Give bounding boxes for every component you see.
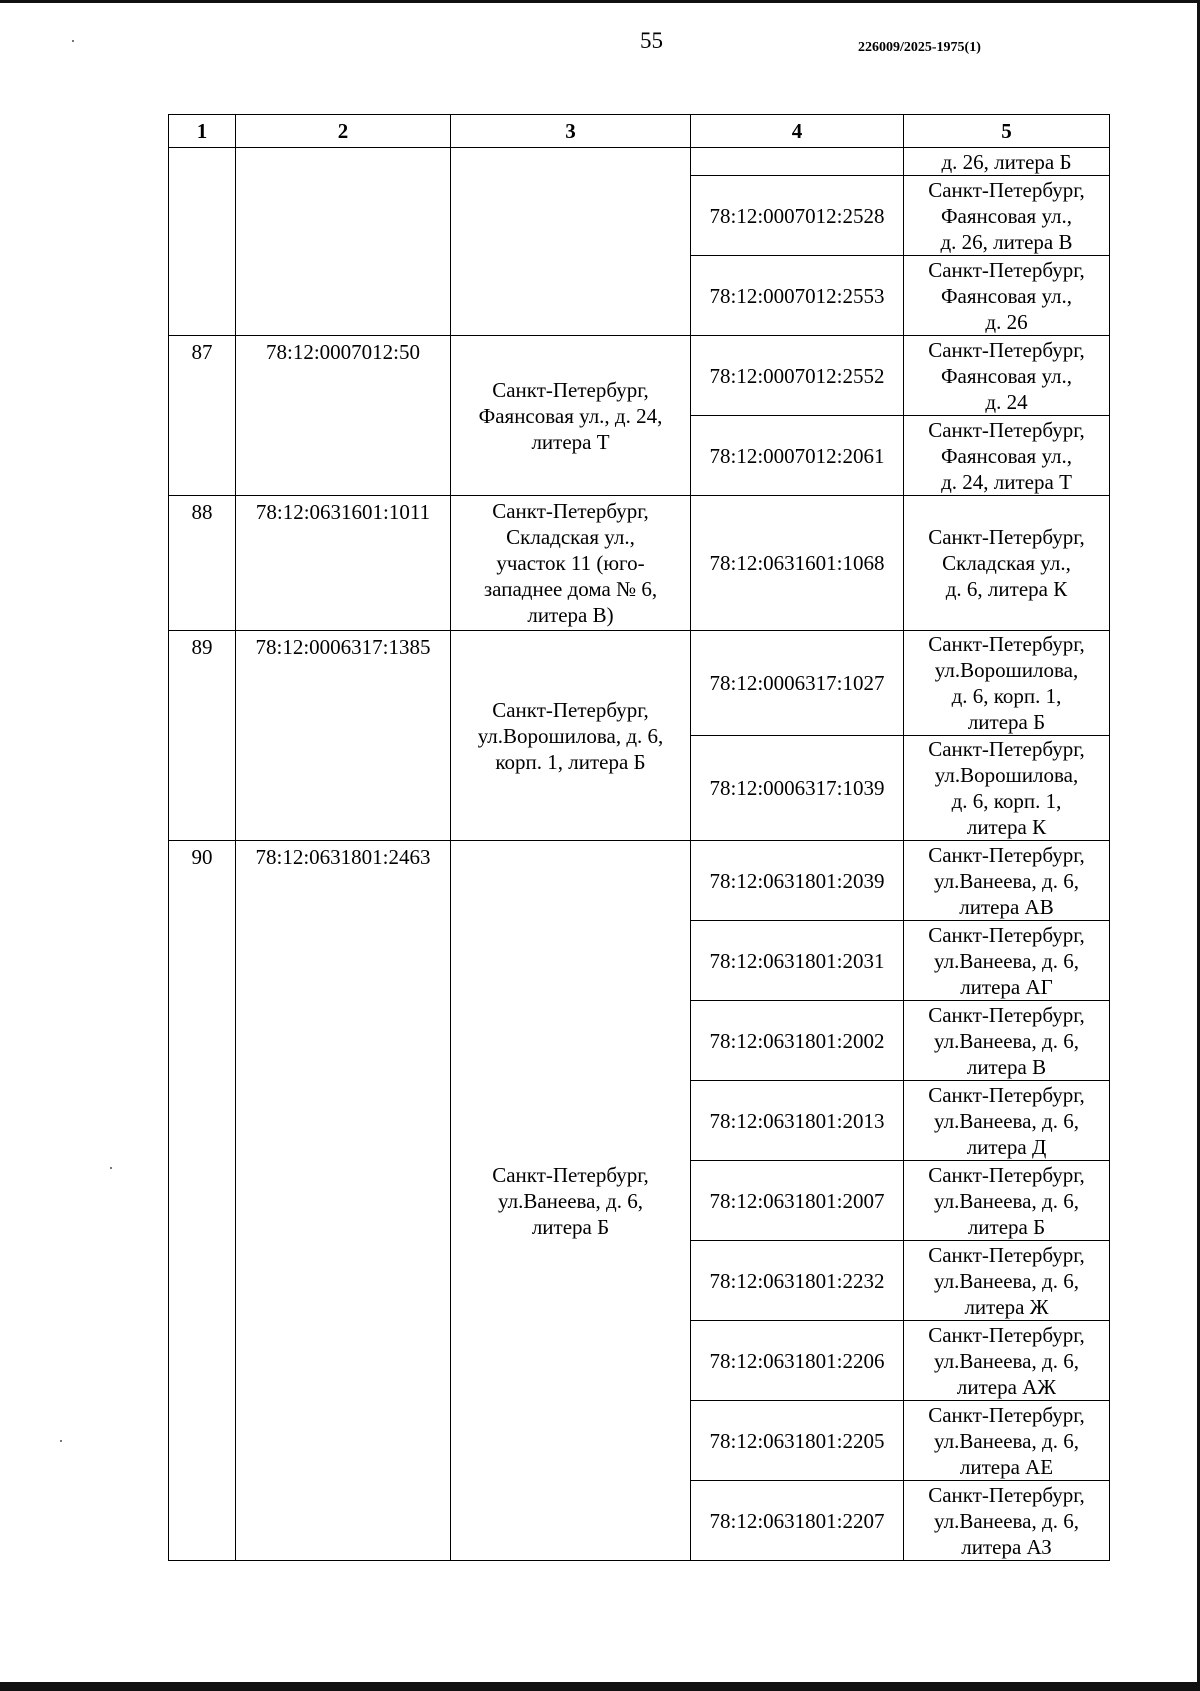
object-address-cell [904,336,1110,416]
parcel-location-cell [451,148,691,336]
address-line: литера В [966,1054,1047,1079]
object-address-cell [904,841,1110,921]
address-line: д. 6, корп. 1, [951,789,1062,813]
column-header: 4 [691,115,904,148]
object-cadastral-cell: 78:12:0006317:1039 [691,736,904,841]
object-address-cell [904,148,1110,176]
object-address-cell [904,921,1110,1001]
address-line: Санкт-Петербург, [928,842,1085,867]
parcel-location-cell [451,841,691,1561]
parcel-location-cell [451,496,691,631]
object-address-cell [904,256,1110,336]
scan-edge-bottom [0,1682,1200,1691]
address-line: Санкт-Петербург, [928,632,1085,656]
address-line: ул.Ванеева, д. 6, [934,1188,1079,1213]
address-line: ул.Ванеева, д. 6, [934,868,1079,893]
address-line: Санкт-Петербург, [492,499,649,523]
address-line: Санкт-Петербург, [928,525,1085,549]
scan-speck [72,40,74,42]
column-header: 5 [904,115,1110,148]
object-cadastral-cell: 78:12:0631801:2007 [691,1161,904,1241]
address-line: ул.Ванеева, д. 6, [934,948,1079,973]
scan-speck [110,1167,112,1169]
address-line: Фаянсовая ул., д. 24, [478,403,663,428]
address-line: литера Д [966,1134,1047,1159]
object-address-cell [904,176,1110,256]
object-address-cell [904,416,1110,496]
address-line: д. 6, литера К [945,577,1068,601]
address-line: участок 11 (юго- [496,551,645,575]
address-line: литера АВ [959,894,1054,919]
address-line: корп. 1, литера Б [495,749,646,774]
address-line: Санкт-Петербург, [492,1162,649,1187]
object-cadastral-cell: 78:12:0006317:1027 [691,631,904,736]
column-header: 2 [236,115,451,148]
address-line: ул.Ванеева, д. 6, [498,1188,643,1213]
address-line: Санкт-Петербург, [928,1002,1085,1027]
address-line: Санкт-Петербург, [928,177,1085,202]
object-address-cell [904,1001,1110,1081]
column-header: 3 [451,115,691,148]
address-line: Санкт-Петербург, [928,922,1085,947]
object-address-cell [904,736,1110,841]
address-line: д. 24, литера Т [941,469,1072,494]
address-line: Санкт-Петербург, [928,257,1085,282]
address-line: ул.Ванеева, д. 6, [934,1108,1079,1133]
object-cadastral-cell: 78:12:0007012:2061 [691,416,904,496]
address-line: Санкт-Петербург, [928,417,1085,442]
object-cadastral-cell: 78:12:0007012:2553 [691,256,904,336]
address-line: Санкт-Петербург, [928,737,1085,761]
row-number-cell: 87 [169,336,236,496]
object-cadastral-cell: 78:12:0631601:1068 [691,496,904,631]
address-line: ул.Ворошилова, [934,763,1079,787]
object-address-cell [904,1401,1110,1481]
object-cadastral-cell: 78:12:0631801:2207 [691,1481,904,1561]
address-line: литера Б [967,710,1046,734]
object-address-cell [904,1481,1110,1561]
address-line: литера Т [531,429,610,454]
address-line: Складская ул., [506,525,635,549]
object-address-cell [904,631,1110,736]
address-line: ул.Ванеева, д. 6, [934,1508,1079,1533]
address-line: ул.Ворошилова, [934,658,1079,682]
address-line: д. 26, литера Б [941,149,1072,174]
parcel-number-cell: 78:12:0631601:1011 [236,496,451,631]
table-row [169,841,1110,921]
address-line: литера К [966,815,1047,839]
address-line: Санкт-Петербург, [928,1162,1085,1187]
table-row [169,148,1110,176]
address-line: ул.Ванеева, д. 6, [934,1348,1079,1373]
parcel-location-cell [451,336,691,496]
parcel-location-cell [451,631,691,841]
row-number-cell: 88 [169,496,236,631]
address-line: Санкт-Петербург, [928,1482,1085,1507]
address-line: Санкт-Петербург, [928,1322,1085,1347]
object-cadastral-cell: 78:12:0631801:2232 [691,1241,904,1321]
table-row [169,496,1110,631]
object-cadastral-cell: 78:12:0007012:2528 [691,176,904,256]
object-address-cell [904,1321,1110,1401]
address-line: Санкт-Петербург, [928,337,1085,362]
address-line: литера В) [527,603,614,627]
scan-edge-top [0,0,1200,3]
address-line: д. 6, корп. 1, [951,684,1062,708]
address-line: литера АЗ [961,1534,1052,1559]
address-line: Фаянсовая ул., [940,283,1073,308]
address-line: д. 26 [985,309,1028,334]
page-number: 55 [640,28,663,53]
address-line: западнее дома № 6, [483,577,658,601]
address-line: Фаянсовая ул., [940,203,1073,228]
address-line: Санкт-Петербург, [492,697,649,722]
register-table [168,114,1110,1561]
address-line: литера Б [967,1214,1046,1239]
address-line: ул.Ванеева, д. 6, [934,1028,1079,1053]
address-line: д. 24 [985,389,1028,414]
header-row [169,115,1110,148]
object-cadastral-cell [691,148,904,176]
row-number-cell: 90 [169,841,236,1561]
table-row [169,631,1110,736]
address-line: ул.Ворошилова, д. 6, [477,723,664,748]
address-line: ул.Ванеева, д. 6, [934,1268,1079,1293]
address-line: литера Ж [964,1294,1049,1319]
object-address-cell [904,496,1110,631]
register-table-body [169,115,1110,1561]
object-cadastral-cell: 78:12:0631801:2205 [691,1401,904,1481]
address-line: Фаянсовая ул., [940,443,1073,468]
parcel-number-cell [236,148,451,336]
object-cadastral-cell: 78:12:0631801:2031 [691,921,904,1001]
object-cadastral-cell: 78:12:0631801:2013 [691,1081,904,1161]
object-address-cell [904,1081,1110,1161]
object-cadastral-cell: 78:12:0007012:2552 [691,336,904,416]
address-line: Складская ул., [942,551,1071,575]
column-header: 1 [169,115,236,148]
address-line: литера АЕ [959,1454,1054,1479]
address-line: Фаянсовая ул., [940,363,1073,388]
address-line: д. 26, литера В [940,229,1073,254]
address-line: литера АГ [960,974,1053,999]
object-cadastral-cell: 78:12:0631801:2039 [691,841,904,921]
address-line: Санкт-Петербург, [928,1402,1085,1427]
object-address-cell [904,1161,1110,1241]
parcel-number-cell: 78:12:0631801:2463 [236,841,451,1561]
object-cadastral-cell: 78:12:0631801:2002 [691,1001,904,1081]
address-line: Санкт-Петербург, [928,1242,1085,1267]
parcel-number-cell: 78:12:0006317:1385 [236,631,451,841]
parcel-number-cell: 78:12:0007012:50 [236,336,451,496]
address-line: ул.Ванеева, д. 6, [934,1428,1079,1453]
address-line: Санкт-Петербург, [492,377,649,402]
address-line: Санкт-Петербург, [928,1082,1085,1107]
address-line: литера Б [531,1214,610,1239]
row-number-cell: 89 [169,631,236,841]
table-row [169,336,1110,416]
object-address-cell [904,1241,1110,1321]
row-number-cell [169,148,236,336]
address-line: литера АЖ [956,1374,1057,1399]
document-code: 226009/2025-1975(1) [858,40,981,55]
object-cadastral-cell: 78:12:0631801:2206 [691,1321,904,1401]
scan-speck [60,1440,62,1442]
